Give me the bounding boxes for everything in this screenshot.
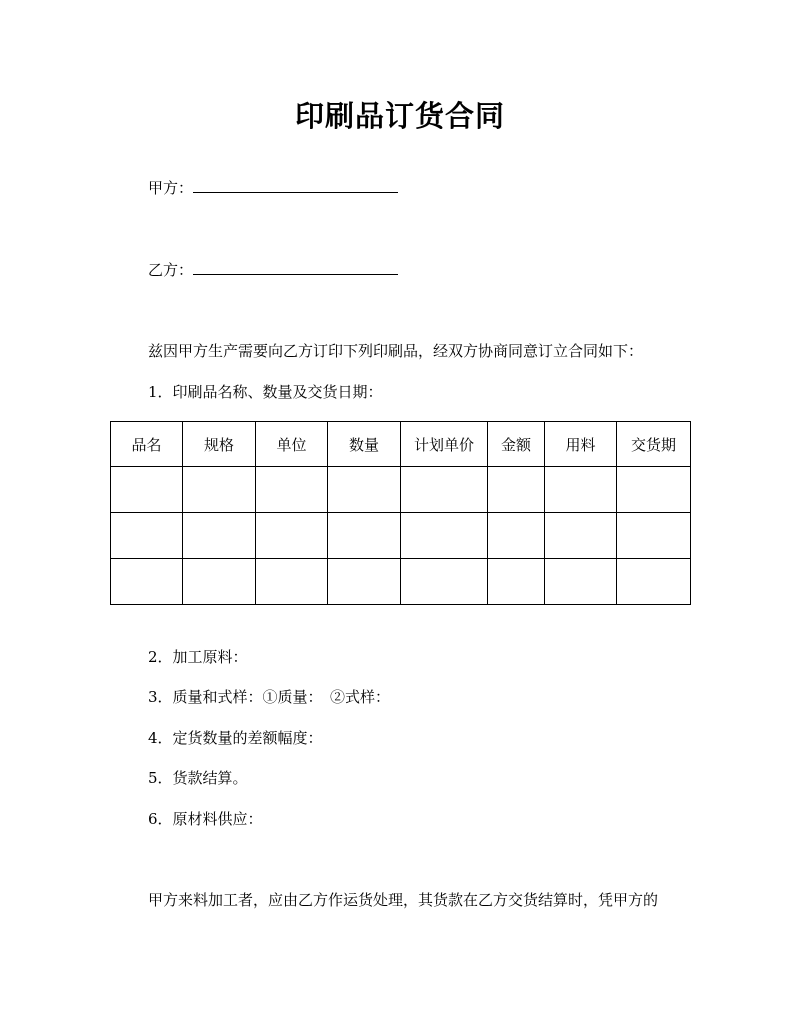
header-cell: 金额 bbox=[488, 422, 545, 467]
table-cell[interactable] bbox=[401, 513, 488, 559]
party-b-label: 乙方： bbox=[148, 261, 194, 279]
header-cell: 规格 bbox=[183, 422, 256, 467]
closing-paragraph: 甲方来料加工者，应由乙方作运货处理，其货款在乙方交货结算时，凭甲方的 bbox=[148, 891, 659, 909]
table-cell[interactable] bbox=[328, 559, 401, 605]
table-header-row bbox=[111, 422, 691, 467]
header-cell: 计划单价 bbox=[401, 422, 488, 467]
table-cell[interactable] bbox=[488, 513, 545, 559]
clause-4: 4．定货数量的差额幅度： bbox=[148, 729, 323, 747]
table-cell[interactable] bbox=[183, 513, 256, 559]
table-row bbox=[111, 467, 691, 513]
table-cell[interactable] bbox=[488, 467, 545, 513]
header-cell: 交货期 bbox=[617, 422, 691, 467]
table-row bbox=[111, 559, 691, 605]
table-cell[interactable] bbox=[111, 559, 183, 605]
table-cell[interactable] bbox=[401, 467, 488, 513]
clause-3: 3．质量和式样：①质量： ②式样： bbox=[148, 688, 391, 706]
clause-2: 2．加工原料： bbox=[148, 648, 248, 666]
clause-1: 1．印刷品名称、数量及交货日期： bbox=[148, 383, 383, 401]
header-cell: 数量 bbox=[328, 422, 401, 467]
party-a-line bbox=[148, 177, 398, 198]
table-cell[interactable] bbox=[545, 559, 617, 605]
document-title: 印刷品订货合同 bbox=[294, 99, 505, 133]
clause-5: 5．货款结算。 bbox=[148, 769, 248, 787]
intro-paragraph: 兹因甲方生产需要向乙方订印下列印刷品，经双方协商同意订立合同如下： bbox=[148, 342, 644, 360]
table-cell[interactable] bbox=[617, 513, 691, 559]
table-cell[interactable] bbox=[328, 467, 401, 513]
party-b-blank[interactable] bbox=[193, 259, 398, 275]
table-cell[interactable] bbox=[111, 467, 183, 513]
table-cell[interactable] bbox=[545, 467, 617, 513]
table-cell[interactable] bbox=[183, 559, 256, 605]
table-cell[interactable] bbox=[256, 467, 328, 513]
table-cell[interactable] bbox=[256, 513, 328, 559]
party-a-blank[interactable] bbox=[193, 177, 398, 193]
table-cell[interactable] bbox=[401, 559, 488, 605]
table-cell[interactable] bbox=[488, 559, 545, 605]
table-cell[interactable] bbox=[545, 513, 617, 559]
table-cell[interactable] bbox=[617, 467, 691, 513]
clause-6: 6．原材料供应： bbox=[148, 810, 263, 828]
table-cell[interactable] bbox=[617, 559, 691, 605]
table-cell[interactable] bbox=[111, 513, 183, 559]
header-cell: 用料 bbox=[545, 422, 617, 467]
table-cell[interactable] bbox=[256, 559, 328, 605]
party-b-line bbox=[148, 259, 398, 280]
table-cell[interactable] bbox=[183, 467, 256, 513]
party-a-label: 甲方： bbox=[148, 179, 194, 197]
table-cell[interactable] bbox=[328, 513, 401, 559]
order-table bbox=[110, 421, 691, 605]
table-row bbox=[111, 513, 691, 559]
header-cell: 品名 bbox=[111, 422, 183, 467]
header-cell: 单位 bbox=[256, 422, 328, 467]
